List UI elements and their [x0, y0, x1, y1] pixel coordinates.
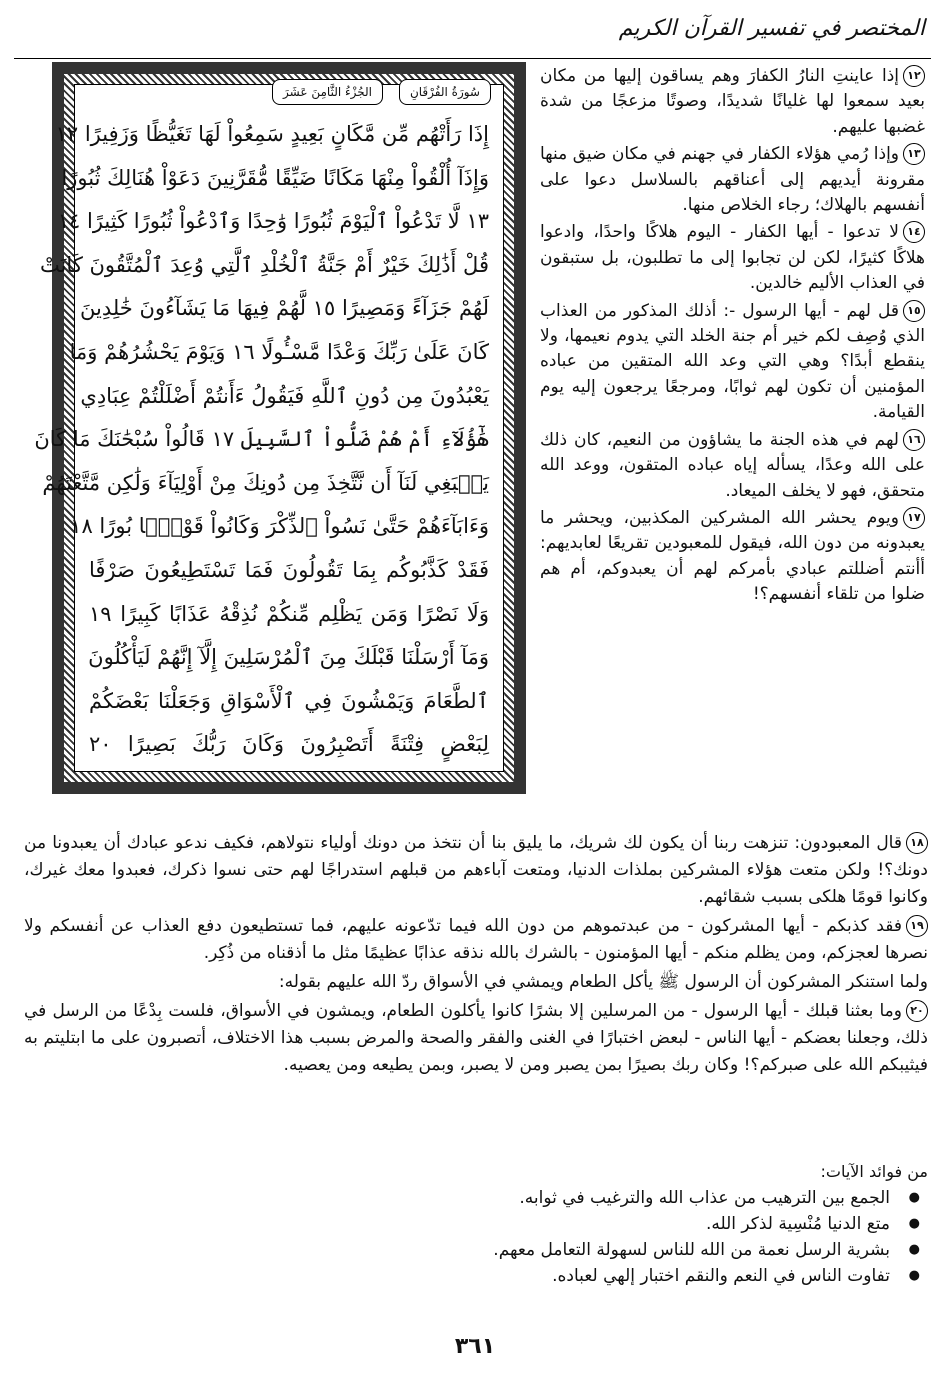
page-number: ٣٦١: [454, 1334, 496, 1359]
tafsir-paragraph: [540, 64, 925, 140]
quran-lines: [34, 113, 489, 767]
tafsir-text: وإذا رُمي هؤلاء الكفار في جهنم في مكان ضيق منها مقرونة أيديهم إلى أعناقهم بالسلاسل دعوا على أنفسهم بالهلاك؛ رجاء الخلاص منها.: [540, 144, 925, 216]
tafsir-paragraph: [540, 506, 925, 608]
verse-number-badge: ٢٠: [906, 1000, 928, 1022]
benefits-section: [24, 1162, 928, 1289]
quran-line: هَٰٓؤُلَآءِ أَمْ هُمْ ضَلُّواْ ٱلسَّبِيلَ ١٧ قَالُواْ سُبْحَٰنَكَ مَا كَانَ: [34, 427, 489, 452]
tafsir-text: فقد كذبكم - أيها المشركون - من عبدتموهم من دون الله فيما تدّعونه عليهم، فما تستطيعون دفع العذاب عن أنفسكم ولا نصرها لعجزكم، ومن يظلم منكم - أيها المؤمنون - بالشرك بالله نذقه عذابًا عظيمًا مثل ما أذقناه من ذُكِر.: [24, 916, 928, 963]
quran-line: إِذَا رَأَتْهُم مِّن مَّكَانٍ بَعِيدٍ سَمِعُواْ لَهَا تَغَيُّظًا وَزَفِيرًا ١٢: [55, 122, 489, 146]
benefits-list: [24, 1185, 928, 1289]
tafsir-paragraph: [24, 969, 928, 996]
quran-line: لَهُمْ جَزَآءً وَمَصِيرًا ١٥ لَّهُمْ فِيهَا مَا يَشَآءُونَ خَٰلِدِينَ: [79, 296, 489, 321]
verse-number-badge: ١٢: [903, 65, 925, 87]
page-header: [14, 14, 931, 59]
benefit-item: ● بشرية الرسل نعمة من الله للناس لسهولة التعامل معهم.: [24, 1237, 928, 1263]
quran-line: قُلْ أَذَٰلِكَ خَيْرٌ أَمْ جَنَّةُ ٱلْخُلْدِ ٱلَّتِي وُعِدَ ٱلْمُتَّقُونَ كَانَتْ: [39, 252, 489, 277]
quran-frame: [34, 62, 526, 794]
tafsir-text: قل لهم - أيها الرسول -: أذلك المذكور من العذاب الذي وُصِف لكم خير أم جنة الخلد التي يدوم نعيمها، ولا ينقطع أبدًا؟ وهي التي وعد الله المتقين من عباده المؤمنين أن تكون لهم ثوابًا، ومرجعًا يرجعون إليه يوم القيامة.: [540, 300, 925, 423]
quran-line: وَلَا نَصْرًا وَمَن يَظْلِم مِّنكُمْ نُذِقْهُ عَذَابًا كَبِيرًا ١٩: [89, 601, 489, 626]
tafsir-paragraph: [540, 220, 925, 296]
tafsir-paragraph: [540, 142, 925, 218]
tafsir-text: لا تدعوا - أيها الكفار - اليوم هلاكًا واحدًا، وادعوا هلاكًا كثيرًا، لكن لن تجابوا إلى ما تطلبون، بل ستبقون في العذاب الأليم خالدين.: [540, 222, 925, 294]
benefit-item: ● تفاوت الناس في النعم والنقم اختبار إلهي لعباده.: [24, 1263, 928, 1289]
verse-number-badge: ١٤: [903, 221, 925, 243]
quran-line: يَنۢبَغِي لَنَآ أَن نَّتَّخِذَ مِن دُونِكَ مِنْ أَوْلِيَآءَ وَلَٰكِن مَّتَّعْتَهُمْ: [42, 470, 489, 495]
tafsir-full-width: [24, 830, 928, 1081]
verse-number-badge: ١٥: [903, 300, 925, 322]
quran-line: لِبَعْضٍ فِتْنَةً أَتَصْبِرُونَ وَكَانَ رَبُّكَ بَصِيرًا ٢٠: [89, 732, 489, 757]
quran-line: وَإِذَآ أُلْقُواْ مِنْهَا مَكَانًا ضَيِّقًا مُّقَرَّنِينَ دَعَوْاْ هُنَالِكَ ثُبُورًا: [61, 165, 489, 190]
benefit-item: ● الجمع بين الترهيب من عذاب الله والترغيب في ثوابه.: [24, 1185, 928, 1211]
tafsir-paragraph: [540, 428, 925, 504]
tafsir-text: قال المعبودون: تنزهت ربنا أن يكون لك شريك، ما يليق بنا أن نتخذ من دونك أولياء نتولاهم، فكيف ندعو عبادك أن يعبدونا من دونك؟! ولكن متعت هؤلاء المشركين بملذات الدنيا، ومتعت آباءهم من قبلهم استدراجًا لهم حتى نسوا ذكرك، فعبدوا معك غيرك، وكانوا قومًا هلكى بسبب شقائهم.: [24, 833, 928, 907]
verse-number-badge: ١٦: [903, 429, 925, 451]
book-title: المختصر في تفسير القرآن الكريم: [618, 16, 925, 41]
verse-number-badge: ١٨: [906, 832, 928, 854]
juz-name-label: الجُزْءُ الثَّامِنَ عَشَرَ: [272, 79, 383, 105]
tafsir-paragraph: [540, 299, 925, 426]
quran-line: ١٣ لَّا تَدْعُواْ ٱلْيَوْمَ ثُبُورًا وَٰحِدًا وَٱدْعُواْ ثُبُورًا كَثِيرًا ١٤: [57, 209, 489, 234]
quran-text-box: [34, 84, 504, 772]
benefits-title: من فوائد الآيات:: [820, 1162, 928, 1181]
tafsir-paragraph: [24, 913, 928, 967]
quran-line: وَمَآ أَرْسَلْنَا قَبْلَكَ مِنَ ٱلْمُرْسَلِينَ إِلَّآ إِنَّهُمْ لَيَأْكُلُونَ: [88, 645, 489, 670]
benefit-item: ● متع الدنيا مُنْسِية لذكر الله.: [24, 1211, 928, 1237]
quran-line: وَءَابَآءَهُمْ حَتَّىٰ نَسُواْ ٱلذِّكْرَ وَكَانُواْ قَوْمًۢا بُورًا ١٨: [70, 514, 489, 539]
verse-number-badge: ١٧: [903, 507, 925, 529]
quran-line: كَانَ عَلَىٰ رَبِّكَ وَعْدًا مَّسْـُٔولًا ١٦ وَيَوْمَ يَحْشُرُهُمْ وَمَا: [69, 339, 489, 364]
quran-line: فَقَدْ كَذَّبُوكُم بِمَا تَقُولُونَ فَمَا تَسْتَطِيعُونَ صَرْفًا: [89, 557, 489, 582]
sura-name-label: سُورَةُ الفُرْقَانِ: [399, 79, 491, 105]
tafsir-text: وما بعثنا قبلك - أيها الرسول - من المرسلين إلا بشرًا كانوا يأكلون الطعام، ويمشون في الأسواق، فلست بِدْعًا من الرسل في ذلك، وجعلنا بعضكم - أيها الناس - لبعض اختبارًا في الغنى والفقر والصحة والمرض بسبب هذا الاختلاف، أتصبرون على ما ابتليتم به فيثيبكم الله على صبركم؟! وكان ربك بصيرًا بمن يصبر ومن لا يصبر، وبمن يطيعه ومن يعصيه.: [24, 1001, 928, 1075]
tafsir-paragraph: [24, 998, 928, 1079]
tafsir-text: ولما استنكر المشركون أن الرسول ﷺ يأكل الطعام ويمشي في الأسواق ردّ الله عليهم بقوله:: [278, 972, 928, 992]
tafsir-text: ويوم يحشر الله المشركين المكذبين، ويحشر ما يعبدونه من دون الله، فيقول للمعبودين تقريعًا لعابديهم: أأنتم أضللتم عبادي بأمركم لهم أن يعبدوكم، أم هم ضلوا من تلقاء أنفسهم؟!: [540, 507, 925, 605]
tafsir-text: لهم في هذه الجنة ما يشاؤون من النعيم، كان ذلك على الله وعدًا، يسأله إياه عباده المتقون، ووعد الله متحقق، فهو لا يخلف الميعاد.: [540, 429, 925, 501]
verse-number-badge: ١٣: [903, 143, 925, 165]
tafsir-text: إذا عاينتِ النارُ الكفارَ وهم يساقون إليها من مكان بعيد سمعوا لها غليانًا شديدًا، وصوتًا مزعجًا من شدة غضبها عليهم.: [540, 66, 925, 137]
verse-number-badge: ١٩: [906, 915, 928, 937]
tafsir-paragraph: [24, 830, 928, 911]
quran-line: ٱلطَّعَامَ وَيَمْشُونَ فِي ٱلْأَسْوَاقِ وَجَعَلْنَا بَعْضَكُمْ: [89, 688, 489, 713]
quran-line: يَعْبُدُونَ مِن دُونِ ٱللَّهِ فَيَقُولُ ءَأَنتُمْ أَضْلَلْتُمْ عِبَادِي: [80, 383, 489, 408]
tafsir-right-column: [540, 64, 925, 610]
